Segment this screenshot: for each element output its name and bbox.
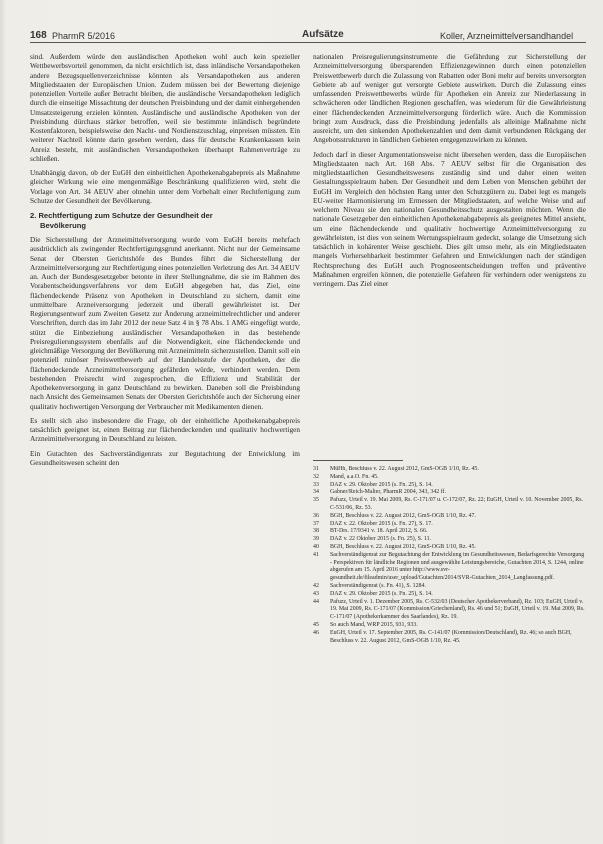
footnote-text: Pafuzz, Urteil v. 1. Dezember 2005, Rs. C-532/03 (Deutscher Apothekerverband), Rz. 103; EuGH, Urteil v. 19. Mai 2009, Rs. C-171/07 (Kommission/Griechenland), Rs. 46 und 51; EuGH, Urteil v. 19. Mai 2009, Rs. C-171/07 (Apothekerkammer des Saarlandes), Rz. 19. — [330, 598, 585, 621]
page-number: 168 — [30, 30, 47, 41]
footnote-text: BGH, Beschluss v. 22. August 2012, GmS-OGB 1/10, Rz. 45. — [330, 543, 476, 550]
footnote-text: BT-Drs. 17/9341 v. 18. April 2012, S. 66. — [330, 528, 428, 535]
footnote-number: 38 — [313, 528, 319, 535]
footnote-number: 39 — [313, 536, 319, 543]
footnote-text: So auch Mand, WRP 2015, 931, 933. — [330, 621, 418, 628]
footnote-number: 40 — [313, 543, 319, 550]
footnote-text: Pafuzz, Urteil v. 19. Mai 2009, Rs. C-171/07 u. C-172/07, Rz. 22; EuGH, Urteil v. 10. November 2005, Rs. C-531/06, Rz. 53. — [330, 497, 583, 511]
footnote-text: Sachverständigenrat (s. Fn. 41), S. 1284. — [330, 582, 426, 589]
footnote — [313, 466, 586, 474]
footnote — [313, 552, 586, 583]
footnote-number: 34 — [313, 489, 319, 496]
footnote — [313, 583, 586, 591]
footnote-text: Gabner/Reich-Malter, PharmR 2004, 343, 342 ff. — [330, 489, 446, 496]
footnote — [313, 497, 586, 513]
footnote — [313, 630, 586, 646]
footnote — [313, 599, 586, 622]
footnote-number: 32 — [313, 473, 319, 480]
footnote-text: EuGH, Urteil v. 17. September 2005, Rs. C-141/07 (Kommission/Deutschland), Rz. 46; so auch BGH, Beschluss v. 22. August 2012, GmS-OGB 1/10, Rz. 45. — [330, 629, 572, 644]
footnote-text: MüHh, Beschluss v. 22. August 2012, GmS-OGB 1/10, Rz. 45. — [330, 466, 479, 472]
footnote-text: DAZ v. 29. Oktober 2015 (s. Fn. 25), S. 14. — [330, 481, 433, 488]
paragraph: nationalen Preisregulierungsinstrumente die Gefährdung zur Sicherstellung der Arzneimittelversorgung übersparenden Effizienzgewinnen durch einen potenziellen Preiswettbewerb durch die Zulassung von Rabatten oder Boni mehr auf bereits unversorgten Gebiete ab auf weniger gut versorgte Gebiete auswirken. Durch die Zulassung eines umfassenden Preiswettbewerbs würde für Apotheken ein Anreiz zur Niederlassung in schwächeren oder ländlichen Regionen geschaffen, was wiederum für die Gewährleistung einer flächendeckenden Arzneimittelversorgung förderlich wäre. Auch die Kommission bringt zum Ausdruck, dass die Preisbindung jedenfalls als alleinige Maßnahme nicht ausreicht, um den sinkenden Apothekenzahlen und dem damit verbundenen Rückgang der Angebotsstrukturen in ländlichen Gebieten entgegenzuwirken zu können. — [313, 52, 586, 145]
footnote-text: Mand, a.a.O. Fn. 45. — [330, 473, 379, 480]
paragraph: Die Sicherstellung der Arzneimittelversorgung wurde vom EuGH bereits mehrfach ausdrücklich als zwingender Rechtfertigungsgrund anerkannt. Nicht nur der Gemeinsame Senat der Obersten Gerichtshöfe des Bundes führt die Sicherstellung der Arzneimittelversorgung zur Rechtfertigung eines potenziellen Verletzung des Art. 34 AEUV an. Auch der Bundesgesetzgeber betonte in ihrer Stellungnahme, die sie im Rahmen des Vorabentscheidungsverfahrens vor dem EuGH abgegeben hat, das Ziel, eine flächendeckende Präsenz von Apotheken in Deutschland zu sichern, damit eine unmittelbare Arzneiversorgung jederzeit und überall gewährleistet ist. Der Regierungsentwurf zum Zweiten Gesetz zur Änderung arzneimittelrechtlicher und anderer Vorschriften, durch das im Jahr 2012 der neue Satz 4 in § 78 Abs. 1 AMG eingefügt wurde, stützt die Einbeziehung ausländischer Versandapotheken in das bestehende Preisregulierungssystem ebenfalls auf die Notwendigkeit, eine flächendeckende und gleichmäßige Versorgung der Bevölkerung mit Arzneimitteln sicherzustellen. Damit soll ein potenziell ruinöser Preiswettbewerb auf der Handelsstufe der Apotheken, der die flächendeckende Arzneimittelversorgung gefährden würde, verhindert werden. Dem bestehenden Preisrecht wird zugesprochen, die Effizienz und Stabilität der Apothekenversorgung in ganz Deutschland zu bewirken. Daneben soll die Preisbindung nach Ansicht des Gemeinsamen Senats der Obersten Gerichtshöfe auch der Sicherung einer qualitativ hochwertigen Versorgung der Verbraucher mit Medikamenten dienen. — [30, 235, 300, 411]
paragraph: sind. Außerdem würde den ausländischen Apotheken wohl auch kein spezieller Wettbewerbsvorteil genommen, da nicht ersichtlich ist, dass inländische Versandapotheken andere Bezugsquellenverzeichnisse könnten als Versandapotheken aus anderen Mitgliedstaaten der Europäischen Union. Zudem müssen bei der Bewertung diejenige potenziellen Vorteile außer Betracht bleiben, die ausländische Versandapotheken lediglich durch die einseitige Missachtung der deutschen Preisbindung und der damit einhergehenden Umsatzsteigerung erzielen könnten. Ausländische und ausländische Apotheken von der Preisbindung dürchaus stärker betroffen, weil sie bestimmte inländisch begründete Kostenfaktoren, beispielsweise den Nacht- und Notdienstzuschlag, einpreisen müssten. Ein weiterer Nachteil könnte darin gesehen werden, dass für deutsche Krankenkassen kein Anreiz besteht, mit ausländischen Versandapotheken überhaupt Rahmenverträge zu schließen. — [30, 52, 300, 163]
footnote-number: 46 — [313, 629, 319, 636]
paragraph: Unabhängig davon, ob der EuGH den einheitlichen Apothekenabgabepreis als Maßnahme gleicher Wirkung wie eine mengenmäßige Beschränkung qualifizieren wird, steht die Vorlage von Art. 34 AEUV aber ohnehin unter dem Vorbehalt einer Rechtfertigung zum Schutze der Gesundheit der Bevölkerung. — [30, 168, 300, 205]
footnote-number: 45 — [313, 621, 319, 628]
paragraph: Jedoch darf in dieser Argumentationsweise nicht übersehen werden, dass die Europäischen Mitgliedstaaten nach Art. 168 Abs. 7 AEUV selbst für die Organisation des mitgliedstaatlichen Gesundheitswesens zuständig sind und daher einen weiten Gestaltungsspielraum haben. Der Gesundheit und dem Leben von Menschen gebührt der EuGH im Vergleich den höchsten Rang unter den Schutzgütern zu. Dabei legt es mangels EU-weiter Harmonisierung im Ermessen der Mitgliedstaaten, auf welche Weise und auf welchem Niveau sie den nationalen Gesundheitsschutz ausgestalten möchten. Wenn die nationale Gesetzgeber den einheitlichen Apothekenabgabepreis als geeignetes Mittel ansieht, um eine flächendeckende und qualitativ hochwertige Arzneimittelversorgung zu gewährleisten, ist dies von seinem Wertungsspielraum gedeckt, solange die Umsetzung sich tatsächlich in kohärenter Weise geschieht. Dies gilt umso mehr, als ein Mitgliedstaaten mangels Vorhersehbarkeit bestimmter Gefahren und Entwicklungen nach der ständigen Rechtsprechung des EuGH auch Prognoseentscheidungen treffen und präventive Maßnahmen ergreifen können, die potenzielle Gefahren für verhindern oder wenigstens zu verringern. Das Ziel einer — [313, 149, 586, 288]
footnote — [313, 536, 586, 544]
heading-line: Bevölkerung — [40, 220, 86, 230]
footnote-text: DAZ v. 29. Oktober 2015 (s. Fn. 25), S. 14. — [330, 590, 433, 597]
paragraph: Es stellt sich also insbesondere die Frage, ob der einheitliche Apothekenabgabepreis tatsächlich geeignet ist, einen Beitrag zur flächendeckenden und qualitativ hochwertigen Arzneimittelversorgung in Deutschland zu leisten. — [30, 415, 300, 444]
footnote — [313, 521, 586, 529]
footnote-number: 31 — [313, 466, 319, 472]
footnote-number: 37 — [313, 520, 319, 527]
footnote-number: 36 — [313, 512, 319, 519]
footnote-text: DAZ v. 22. Oktober 2015 (s. Fn. 27), S. 17. — [330, 520, 433, 527]
footnote-number: 35 — [313, 497, 319, 504]
footnote-number: 33 — [313, 481, 319, 488]
header-rule — [30, 42, 586, 43]
right-column — [313, 52, 586, 457]
footnote-number: 43 — [313, 590, 319, 597]
paragraph: Ein Gutachten des Sachverständigenrats zur Begutachtung der Entwicklung im Gesundheitswesen scheint den — [30, 448, 300, 467]
section-title: Aufsätze — [302, 29, 344, 40]
footnote — [313, 544, 586, 552]
footnotes — [313, 466, 586, 786]
running-title: Koller, Arzneimittelversandhandel — [440, 31, 574, 41]
footnote — [313, 591, 586, 599]
footnote — [313, 474, 586, 482]
footnote-text: Sachverständigenrat zur Begutachtung der Entwicklung im Gesundheitswesen, Bedarfsgerechte Versorgung - Perspektiven für ländliche Regionen und ausgewählte Leistungsbereiche, Gutachten 2014, S. 1244, online abgerufen am 15. April 2016 unter http://www.svr-gesundheit.de/fileadmin/user_upload/Gutachten/2014/SVR-Gutachten_2014_Langfassung.pdf. — [330, 551, 585, 582]
section-heading — [30, 211, 300, 230]
heading-line: 2. Rechtfertigung zum Schutze der Gesundheit der — [30, 211, 213, 220]
footnote-rule — [313, 460, 403, 461]
left-column — [30, 52, 300, 822]
page-header — [30, 28, 586, 46]
footnote — [313, 513, 586, 521]
journal-name: PharmR 5/2016 — [52, 31, 116, 41]
footnote-number: 41 — [313, 551, 319, 558]
footnote — [313, 622, 586, 630]
footnote — [313, 528, 586, 536]
footnote-text: DAZ v. 22 Oktober 2015 (s. Fn. 25), S. 11. — [330, 536, 432, 543]
footnote-text: BGH, Beschluss v. 22. August 2012, GmS-OGB 1/10, Rz. 47. — [330, 512, 476, 519]
footnote-number: 42 — [313, 582, 319, 589]
footnote-number: 44 — [313, 598, 319, 605]
